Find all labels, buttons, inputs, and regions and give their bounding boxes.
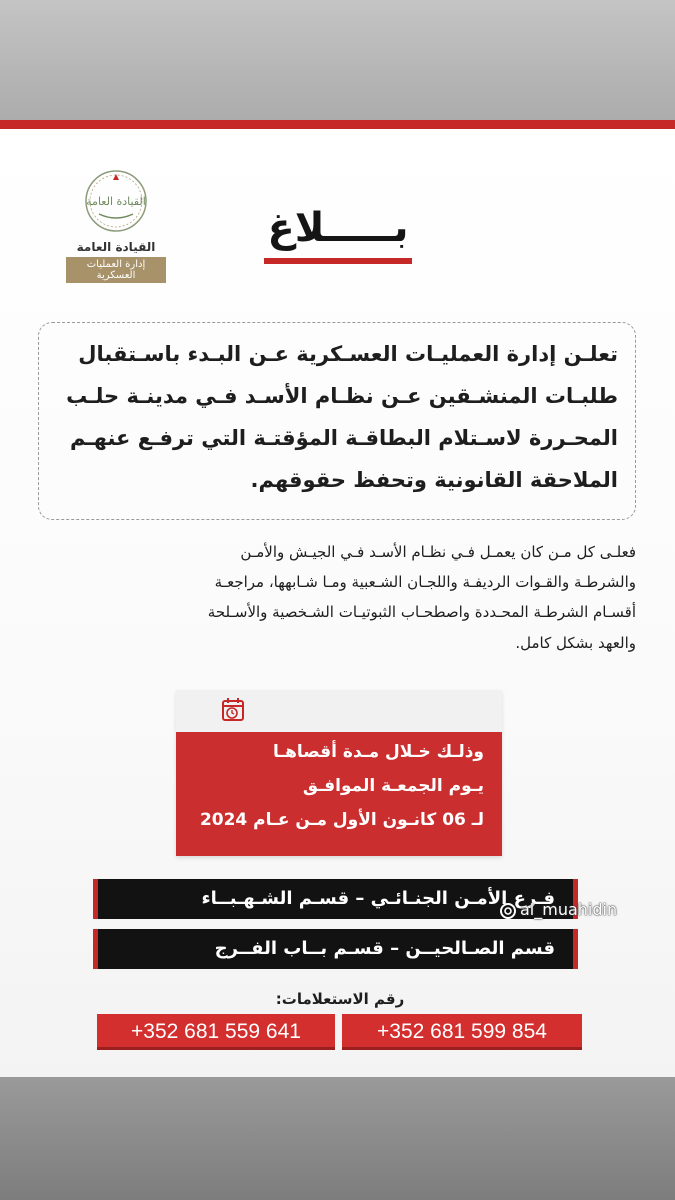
paragraph-line: أقسـام الشرطـة المحـددة واصطحـاب الثبوتيـات الشـخصية والأسـلحة [207, 603, 636, 621]
top-red-stripe [0, 120, 675, 129]
calendar-clock-icon [220, 696, 248, 724]
phone-number[interactable]: +352 681 599 854 [342, 1014, 582, 1050]
announcement-line: تعلـن إدارة العمليـات العسـكرية عـن البـدء باسـتقبال [78, 342, 618, 366]
logo-subtitle: إدارة العمليات العسكرية [66, 257, 166, 283]
department-bar: قسم الصـالحيــن – قسـم بــاب الفــرج [93, 929, 578, 969]
paragraph-line: فعلـى كل مـن كان يعمـل فـي نظـام الأسـد فـي الجيـش والأمـن [240, 543, 636, 561]
general-command-logo [66, 168, 166, 283]
announcement-line: المحـررة لاسـتلام البطاقـة المؤقتـة التي ترفـع عنهـم [69, 426, 618, 450]
announcement-title-block [264, 200, 412, 264]
paragraph-line: والعهد بشكل كامل. [515, 634, 636, 652]
deadline-panel [176, 732, 502, 856]
watermark-handle: al_muahidin [520, 900, 618, 919]
top-gray-band [0, 0, 675, 120]
threads-icon [499, 902, 517, 920]
phone-number[interactable]: +352 681 559 641 [97, 1014, 335, 1050]
bottom-gray-band [0, 1077, 675, 1200]
title-underline [264, 258, 412, 264]
logo-title: القيادة العامة [76, 240, 156, 254]
svg-text:القيادة العامة: القيادة العامة [86, 195, 146, 208]
announcement-line: طلبـات المنشـقين عـن نظـام الأسـد فـي مدينـة حلـب [66, 384, 618, 408]
inquiries-label: رقم الاستعلامات: [275, 990, 405, 1008]
emblem-icon [83, 168, 149, 234]
deadline-line: لـ 06 كانـون الأول مـن عـام 2024 [199, 810, 484, 830]
department-bar: فـرع الأمـن الجنـائـي – قسـم الشـهـبــاء [93, 879, 578, 919]
deadline-line: يـوم الجمعـة الموافـق [302, 776, 484, 796]
deadline-line: وذلـك خـلال مـدة أقصاهـا [272, 742, 484, 762]
paragraph-line: والشرطـة والقـوات الرديفـة واللجـان الشـعبية ومـا شـابهها، مراجعـة [214, 573, 636, 591]
deadline-card [176, 690, 502, 856]
announcement-line: الملاحقة القانونية وتحفظ حقوقهم. [250, 468, 618, 492]
page-title: بـــــلاغ [267, 205, 409, 251]
